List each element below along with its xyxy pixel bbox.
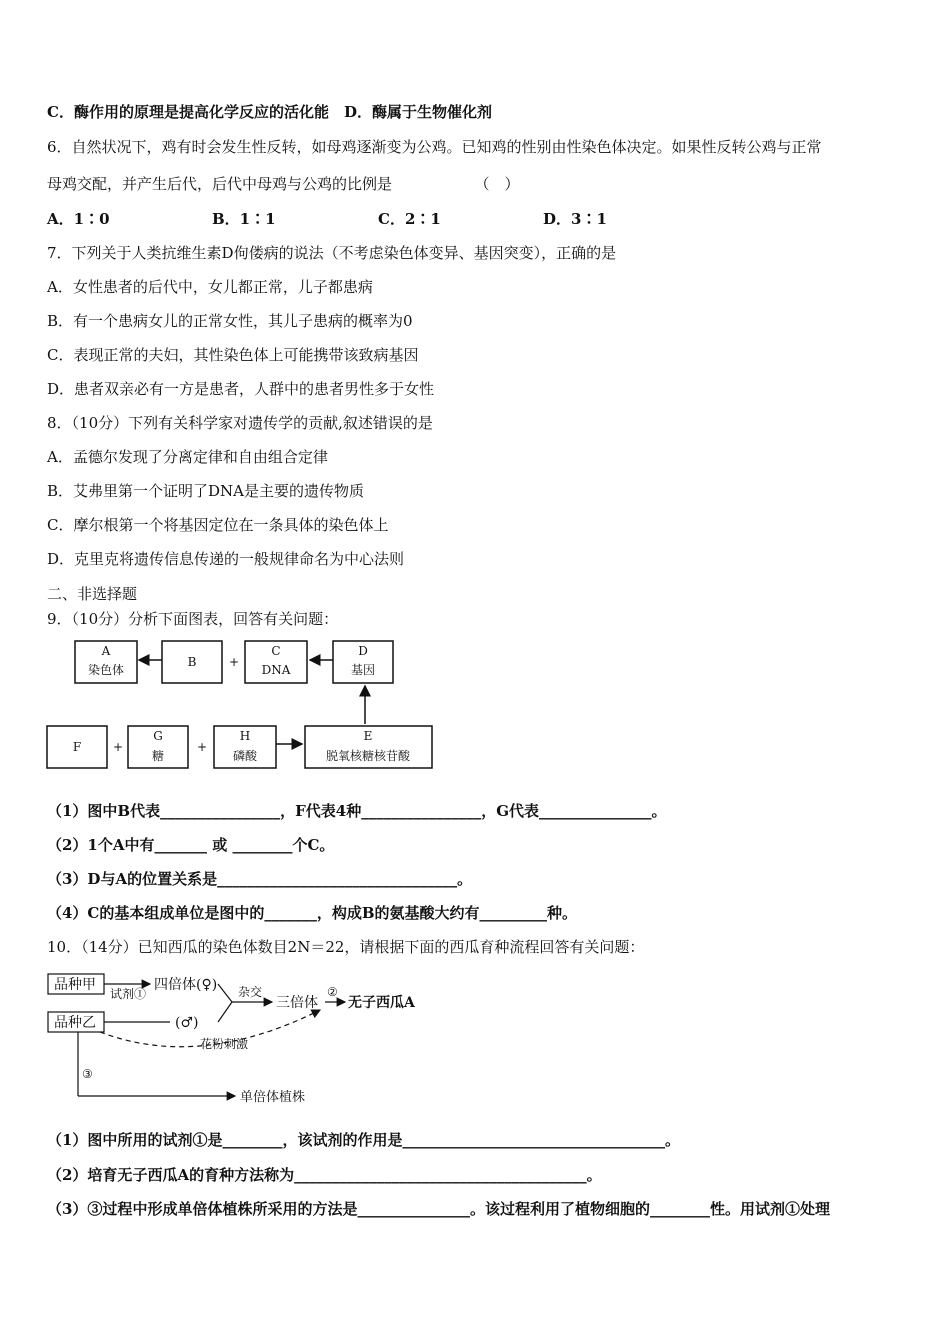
- box-e-label: 脱氧核糖核苷酸: [325, 749, 411, 763]
- q6-options: [47, 209, 747, 229]
- label-jia: 品种甲: [54, 977, 96, 993]
- q7-option-b: B．有一个患病女儿的正常女性，其儿子患病的概率为0: [47, 312, 413, 330]
- q6-option-c: C．2∶1: [378, 210, 441, 228]
- box-c-label: DNA: [261, 663, 291, 677]
- q9-part-2: （2）1个A中有_______ 或 ________个C。: [47, 836, 335, 854]
- q8-option-b: B．艾弗里第一个证明了DNA是主要的遗传物质: [47, 482, 365, 500]
- bracket-cross: [218, 984, 232, 1022]
- q5-options-cd: C．酶作用的原理是提高化学反应的活化能 D．酶属于生物催化剂: [47, 103, 492, 121]
- q10-part-3: （3）③过程中形成单倍体植株所采用的方法是_______________。该过程利用了植物细胞的________性。用试剂①处理: [47, 1200, 830, 1218]
- q8-option-a: A．孟德尔发现了分离定律和自由组合定律: [47, 448, 328, 466]
- box-e-letter: E: [363, 729, 373, 743]
- plus-3: +: [196, 740, 208, 754]
- box-a-label: 染色体: [87, 663, 125, 677]
- q9-stem: 9．（10分）分析下面图表，回答有关问题：: [47, 610, 339, 628]
- label-triploid: 三倍体: [276, 995, 318, 1011]
- label-reagent: 试剂①: [110, 987, 147, 1001]
- q9-part-3: （3）D与A的位置关系是________________________________。: [47, 870, 473, 888]
- label-seedless: 无子西瓜A: [348, 995, 415, 1011]
- box-a-letter: A: [101, 644, 111, 658]
- label-male: (♂): [175, 1015, 199, 1031]
- q10-stem: 10．（14分）已知西瓜的染色体数目2N＝22，请根据下面的西瓜育种流程回答有关问题：: [47, 938, 645, 956]
- label-cross: 杂交: [238, 985, 263, 999]
- q6-option-b: B．1∶1: [212, 210, 276, 228]
- q8-option-d: D．克里克将遗传信息传递的一般规律命名为中心法则: [47, 550, 405, 568]
- box-c-letter: C: [271, 644, 281, 658]
- q7-option-d: D．患者双亲必有一方是患者，人群中的患者男性多于女性: [47, 380, 435, 398]
- q7-option-c: C．表现正常的夫妇，其性染色体上可能携带该致病基因: [47, 346, 419, 364]
- box-h-label: 磷酸: [232, 749, 258, 763]
- label-step-2: ②: [327, 985, 338, 999]
- plus-2: +: [112, 740, 124, 754]
- label-pollen: 花粉刺激: [200, 1037, 249, 1051]
- q10-diagram: [40, 966, 440, 1111]
- box-d-letter: D: [358, 644, 368, 658]
- q9-diagram: [40, 636, 440, 776]
- label-yi: 品种乙: [54, 1015, 96, 1031]
- q9-part-1: （1）图中B代表________________，F代表4种________________，G代表_______________。: [47, 802, 667, 820]
- q6-option-d: D．3∶1: [543, 210, 607, 228]
- q6-stem-cont: 母鸡交配，并产生后代，后代中母鸡与公鸡的比例是 （ ）: [47, 175, 520, 193]
- label-haploid: 单倍体植株: [240, 1090, 306, 1105]
- label-tetraploid: 四倍体(♀): [154, 977, 218, 993]
- box-g-label: 糖: [151, 749, 165, 763]
- section-heading: 二、非选择题: [47, 585, 138, 603]
- box-h-letter: H: [239, 729, 251, 743]
- q6-stem: 6．自然状况下，鸡有时会发生性反转，如母鸡逐渐变为公鸡。已知鸡的性别由性染色体决定。如果性反转公鸡与正常: [47, 138, 822, 156]
- q10-part-1: （1）图中所用的试剂①是________，该试剂的作用是___________________________________。: [47, 1131, 680, 1149]
- box-d-label: 基因: [350, 663, 376, 677]
- plus-1: +: [228, 655, 240, 669]
- q8-option-c: C．摩尔根第一个将基因定位在一条具体的染色体上: [47, 516, 389, 534]
- box-g-letter: G: [153, 729, 163, 743]
- q8-stem: 8．（10分）下列有关科学家对遗传学的贡献,叙述错误的是: [47, 414, 433, 432]
- label-step-3: ③: [82, 1067, 93, 1081]
- q6-option-a: A．1∶0: [47, 210, 110, 228]
- q9-part-4: （4）C的基本组成单位是图中的_______，构成B的氨基酸大约有_________种。: [47, 904, 578, 922]
- box-b-letter: B: [187, 655, 197, 669]
- q7-option-a: A．女性患者的后代中，女儿都正常，儿子都患病: [47, 278, 373, 296]
- q10-part-2: （2）培育无子西瓜A的育种方法称为_______________________________________。: [47, 1166, 602, 1184]
- q7-stem: 7．下列关于人类抗维生素D佝偻病的说法（不考虑染色体变异、基因突变），正确的是: [47, 244, 617, 262]
- box-f-letter: F: [72, 740, 82, 754]
